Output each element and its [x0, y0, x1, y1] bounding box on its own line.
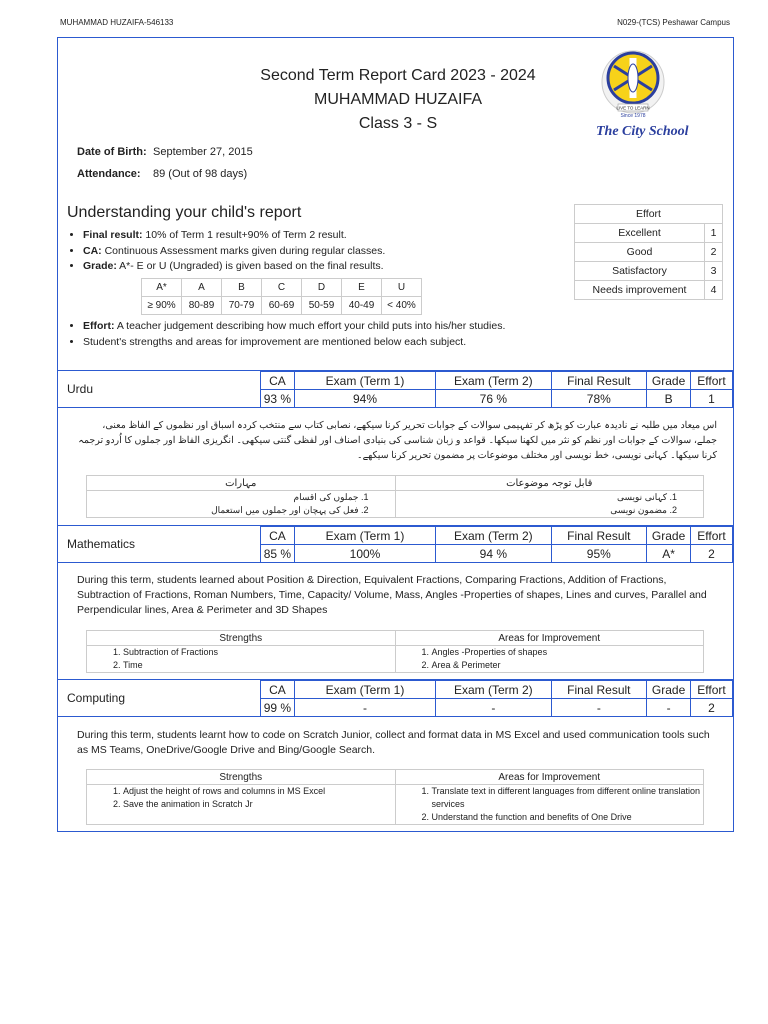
- effort-key-label: Satisfactory: [575, 262, 705, 281]
- ca-value: 93 %: [261, 390, 295, 408]
- final-value: 78%: [551, 390, 647, 408]
- strengths-header: مہارات: [87, 476, 396, 491]
- column-header: Exam (Term 2): [436, 527, 551, 545]
- attendance-label: Attendance:: [77, 168, 141, 180]
- legend-list-2: [83, 319, 505, 350]
- column-header: Grade: [647, 372, 691, 390]
- grade-value: -: [647, 699, 691, 717]
- term1-value: -: [294, 699, 435, 717]
- effort-key-label: Needs improvement: [575, 281, 705, 300]
- legend-strengths: • Student's strengths and areas for improvement are mentioned below each subject.: [83, 335, 505, 351]
- subject-name: Urdu: [67, 382, 94, 396]
- term2-value: 76 %: [436, 390, 551, 408]
- effort-key-label: Good: [575, 243, 705, 262]
- strength-item: 1. Adjust the height of rows and columns in MS Excel: [123, 785, 395, 798]
- legend-list: [83, 228, 385, 275]
- area-item: 2. Understand the function and benefits of One Drive: [432, 811, 704, 824]
- grade-cell: E: [342, 279, 382, 297]
- subject-results-table: [260, 371, 733, 408]
- effort-key-value: 1: [705, 224, 723, 243]
- grade-cell: D: [302, 279, 342, 297]
- subject-results-table: [260, 526, 733, 563]
- final-value: -: [551, 699, 647, 717]
- grade-value: B: [647, 390, 691, 408]
- range-cell: 40-49: [342, 297, 382, 315]
- column-header: Effort: [691, 681, 733, 699]
- subject-description: اس میعاد میں طلبہ نے نادیدہ عبارت کو پڑھ کر تفہیمی سوالات کے جوابات تحریر کرنا سیکھے، نصابی کتاب سے منتخب کردہ اسباق اور نظموں کے الفاظ معنی، جملے، سوالات کے جوابات اور نظم کو نثر میں لکھنا سیکھا۔ قواعد و زبان شناسی کی بنیادی اصناف اور لفظی گنتی سیکھی۔ انگریزی الفاظ اور جملوں کا اُردو ترجمہ کرنا سیکھا۔ کہانی نویسی، خط نویسی اور مختلف موضوعات پر مضمون تحریر کرنا سیکھے۔: [78, 420, 717, 461]
- effort-key-value: 2: [705, 243, 723, 262]
- column-header: Exam (Term 2): [436, 372, 551, 390]
- area-item: 2. مضمون نویسی: [396, 504, 668, 517]
- strengths-areas-table: [86, 769, 704, 825]
- effort-key-table: [574, 204, 723, 300]
- subject-name: Computing: [67, 691, 126, 705]
- legend-final: • Final result: 10% of Term 1 result+90% of Term 2 result.: [83, 228, 385, 244]
- legend-ca: • CA: Continuous Assessment marks given during regular classes.: [83, 244, 385, 260]
- ca-value: 99 %: [261, 699, 295, 717]
- column-header: Final Result: [551, 681, 647, 699]
- term2-value: -: [436, 699, 551, 717]
- column-header: CA: [261, 372, 295, 390]
- area-item: 1. Translate text in different languages from different online translation services: [432, 785, 704, 811]
- ca-value: 85 %: [261, 545, 295, 563]
- subject-description: During this term, students learnt how to code on Scratch Junior, collect and format data in MS Excel and used communication tools such as MS Teams, OneDrive/Google Drive and Bing/Google Search.: [77, 729, 710, 756]
- grade-cell: A: [182, 279, 222, 297]
- dob-value: September 27, 2015: [153, 146, 253, 158]
- column-header: Final Result: [551, 527, 647, 545]
- range-cell: 70-79: [222, 297, 262, 315]
- strength-item: 2. Save the animation in Scratch Jr: [123, 798, 395, 811]
- term1-value: 94%: [294, 390, 435, 408]
- effort-key-value: 4: [705, 281, 723, 300]
- report-title: Second Term Report Card 2023 - 2024: [260, 67, 536, 84]
- range-cell: ≥ 90%: [142, 297, 182, 315]
- areas-header: قابل توجہ موضوعات: [395, 476, 704, 491]
- grade-cell: C: [262, 279, 302, 297]
- top-bar: [60, 18, 730, 27]
- strengths-areas-table: [86, 630, 704, 673]
- effort-value: 2: [691, 699, 733, 717]
- report-card: [57, 37, 734, 832]
- grade-scale-table: [141, 278, 422, 315]
- column-header: Grade: [647, 527, 691, 545]
- dob-label: Date of Birth:: [77, 146, 147, 158]
- range-cell: 50-59: [302, 297, 342, 315]
- student-name: MUHAMMAD HUZAIFA: [314, 91, 482, 108]
- svg-text:LIVE TO LEARN: LIVE TO LEARN: [616, 105, 650, 111]
- strength-item: 2. Time: [123, 659, 395, 672]
- class-name: Class 3 - S: [358, 115, 438, 132]
- grade-cell: A*: [142, 279, 182, 297]
- legend-effort: • Effort: A teacher judgement describing how much effort your child puts into his/her studies.: [83, 319, 505, 335]
- strength-item: 1. جملوں کی اقسام: [87, 491, 359, 504]
- effort-value: 2: [691, 545, 733, 563]
- strength-item: 1. Subtraction of Fractions: [123, 646, 395, 659]
- area-item: 1. Angles -Properties of shapes: [432, 646, 704, 659]
- subject-name: Mathematics: [67, 537, 136, 551]
- strength-item: 2. فعل کی پہچان اور جملوں میں استعمال: [87, 504, 359, 517]
- range-cell: 80-89: [182, 297, 222, 315]
- strengths-header: Strengths: [87, 770, 396, 785]
- final-value: 95%: [551, 545, 647, 563]
- dob-row: [77, 146, 253, 158]
- column-header: Grade: [647, 681, 691, 699]
- column-header: Exam (Term 1): [294, 527, 435, 545]
- grade-value: A*: [647, 545, 691, 563]
- column-header: CA: [261, 681, 295, 699]
- range-cell: 60-69: [262, 297, 302, 315]
- student-code: MUHAMMAD HUZAIFA-546133: [60, 18, 174, 27]
- svg-text:Since 1978: Since 1978: [620, 113, 646, 119]
- subject-results-table: [260, 680, 733, 717]
- column-header: Exam (Term 2): [436, 681, 551, 699]
- column-header: Effort: [691, 372, 733, 390]
- attendance-value: 89 (Out of 98 days): [153, 168, 248, 180]
- area-item: 1. کہانی نویسی: [396, 491, 668, 504]
- strengths-header: Strengths: [87, 631, 396, 646]
- subject-row-urdu: [58, 370, 733, 408]
- effort-key-label: Excellent: [575, 224, 705, 243]
- effort-key-value: 3: [705, 262, 723, 281]
- school-name: The City School: [596, 124, 689, 139]
- column-header: Exam (Term 1): [294, 681, 435, 699]
- understanding-heading: Understanding your child's report: [67, 204, 302, 221]
- term1-value: 100%: [294, 545, 435, 563]
- column-header: Effort: [691, 527, 733, 545]
- subject-row-mathematics: [58, 525, 733, 563]
- subject-description: During this term, students learned about Position & Direction, Equivalent Fractions, Comparing Fractions, Addition of Fractions, Subtraction of Fractions, Roman Numbers, Time, Capacity/ Volume, Mass, Angles -Properties of shapes, Lines and curves, Parallel and Perpendicular lines, Area & Perimeter and 3D Shapes: [77, 574, 707, 616]
- campus-name: N029-(TCS) Peshawar Campus: [617, 18, 730, 27]
- range-cell: < 40%: [382, 297, 422, 315]
- effort-key-title: Effort: [575, 205, 723, 224]
- areas-header: Areas for Improvement: [395, 631, 704, 646]
- report-header: [238, 64, 558, 136]
- effort-value: 1: [691, 390, 733, 408]
- area-item: 2. Area & Perimeter: [432, 659, 704, 672]
- areas-header: Areas for Improvement: [395, 770, 704, 785]
- grade-cell: B: [222, 279, 262, 297]
- column-header: Final Result: [551, 372, 647, 390]
- attendance-row: [77, 168, 247, 180]
- subject-row-computing: [58, 679, 733, 717]
- column-header: CA: [261, 527, 295, 545]
- column-header: Exam (Term 1): [294, 372, 435, 390]
- strengths-areas-table: [86, 475, 704, 518]
- term2-value: 94 %: [436, 545, 551, 563]
- grade-cell: U: [382, 279, 422, 297]
- legend-grade: • Grade: A*- E or U (Ungraded) is given based on the final results.: [83, 259, 385, 275]
